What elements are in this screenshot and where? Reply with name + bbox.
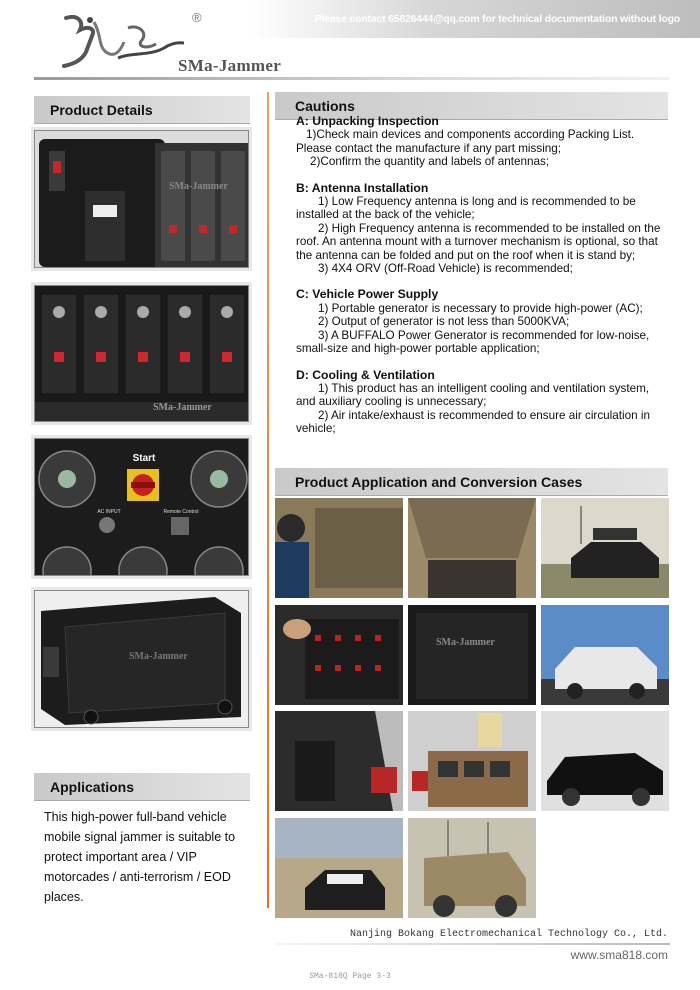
brand-name: SMa-Jammer bbox=[178, 56, 282, 75]
website-link[interactable]: www.sma818.com bbox=[570, 948, 668, 962]
ac-input-label: AC INPUT bbox=[97, 509, 121, 515]
app-photo-suv-roof-antenna bbox=[541, 498, 669, 598]
brand-logo-icon bbox=[58, 12, 188, 74]
watermark: SMa-Jammer bbox=[153, 402, 212, 413]
contact-note: Please contact 65826444@qq.com for technical documentation without logo bbox=[314, 13, 680, 25]
caution-heading: B: Antenna Installation bbox=[296, 180, 429, 195]
caution-block-unpacking bbox=[296, 115, 668, 169]
cautions-body bbox=[296, 115, 668, 449]
app-photo-rear-hatch bbox=[275, 711, 403, 811]
product-photo-case bbox=[34, 590, 249, 728]
product-photo-modules bbox=[34, 285, 249, 422]
caution-line: 1) This product has an intelligent cooling and ventilation system, and auxiliary cooling is unnecessary; bbox=[296, 381, 650, 409]
caution-line: 2) Air intake/exhaust is recommended to ensure air circulation in vehicle; bbox=[296, 408, 650, 436]
caution-heading: A: Unpacking Inspection bbox=[296, 114, 439, 128]
app-photo-technician bbox=[275, 498, 403, 598]
page-label: SMa-818Q Page 3-3 bbox=[309, 972, 391, 981]
app-photo-rack-closeup bbox=[408, 605, 536, 705]
caution-line: 1)Check main devices and components according Packing List. Please contact the manufacture if any part missing; bbox=[296, 128, 635, 155]
watermark: SMa-Jammer bbox=[436, 637, 495, 648]
app-photo-convoy-desert bbox=[275, 818, 403, 918]
remote-control-label: Remote Control bbox=[163, 509, 199, 515]
column-divider bbox=[267, 92, 269, 908]
application-photo-grid bbox=[275, 498, 670, 920]
product-details-heading: Product Details bbox=[34, 96, 250, 124]
product-photo-rack bbox=[34, 130, 249, 268]
caution-block-antenna bbox=[296, 182, 668, 276]
caution-line: 3) A BUFFALO Power Generator is recommended for low-noise, small-size and high-power portable application; bbox=[296, 328, 650, 356]
caution-block-power bbox=[296, 288, 668, 355]
footer-divider bbox=[275, 943, 670, 945]
start-label: Start bbox=[132, 453, 156, 464]
registered-mark: ® bbox=[192, 10, 202, 25]
app-photo-military-vehicle bbox=[408, 818, 536, 918]
app-photo-cabinet-in-trunk bbox=[408, 711, 536, 811]
caution-line: 2)Confirm the quantity and labels of antennas; bbox=[310, 155, 550, 169]
applications-description: This high-power full-band vehicle mobile signal jammer is suitable to protect important area / VIP motorcades / anti-terrorism / EOD places. bbox=[44, 810, 236, 904]
caution-heading: C: Vehicle Power Supply bbox=[296, 287, 439, 302]
applications-heading: Applications bbox=[34, 773, 250, 801]
app-photo-trunk-interior bbox=[408, 498, 536, 598]
app-photo-black-sedan bbox=[541, 711, 669, 811]
app-photo-jammer-in-trunk bbox=[275, 605, 403, 705]
caution-line: 3) 4X4 ORV (Off-Road Vehicle) is recommended; bbox=[318, 262, 573, 276]
product-application-heading: Product Application and Conversion Cases bbox=[275, 468, 668, 496]
cautions-heading: Cautions bbox=[275, 92, 668, 120]
caution-line: 1) Portable generator is necessary to provide high-power (AC); bbox=[318, 301, 643, 315]
caution-heading: D: Cooling & Ventilation bbox=[296, 367, 435, 382]
header-divider bbox=[34, 77, 670, 80]
caution-block-cooling bbox=[296, 369, 668, 436]
watermark: SMa-Jammer bbox=[169, 181, 228, 192]
app-photo-white-suv bbox=[541, 605, 669, 705]
watermark: SMa-Jammer bbox=[129, 651, 188, 662]
product-photo-control-panel bbox=[34, 438, 249, 576]
company-name: Nanjing Bokang Electromechanical Technology Co., Ltd. bbox=[349, 929, 668, 940]
caution-line: 2) High Frequency antenna is recommended to be installed on the roof. An antenna mount with a turnover mechanism is optional, so that the antenna can be folded and put on the roof when it is stand by; bbox=[296, 221, 661, 262]
caution-line: 1) Low Frequency antenna is long and is recommended to be installed at the back of the vehicle; bbox=[296, 195, 636, 222]
caution-line: 2) Output of generator is not less than 5000KVA; bbox=[318, 315, 570, 329]
